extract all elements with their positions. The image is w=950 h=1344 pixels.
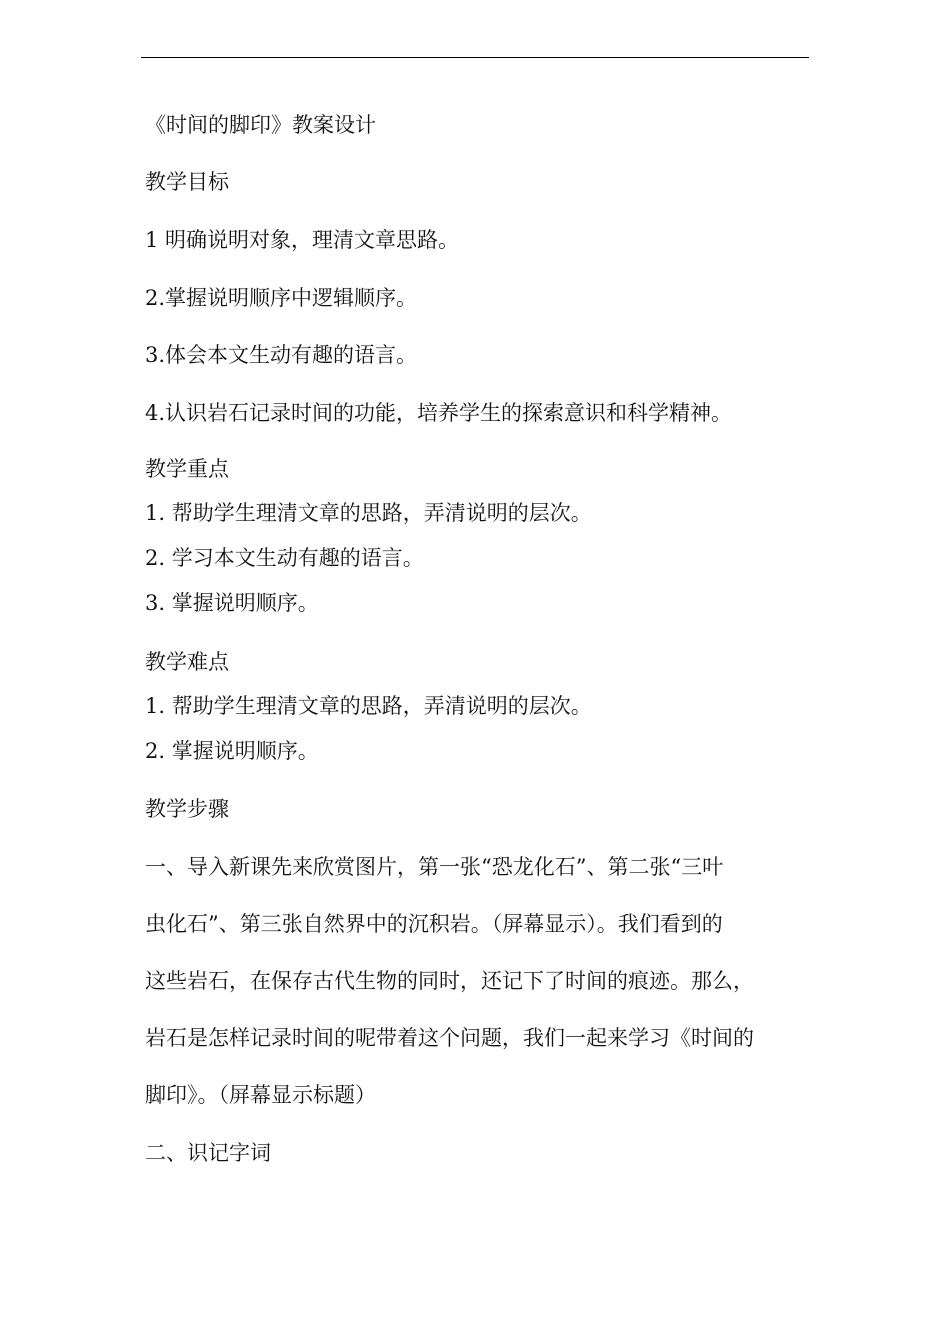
difficulty-item-1: 1. 帮助学生理清文章的思路，弄清说明的层次。 [145,694,592,718]
step1-line-3: 这些岩石，在保存古代生物的同时，还记下了时间的痕迹。那么， [145,969,754,993]
step1-line-4: 岩石是怎样记录时间的呢带着这个问题，我们一起来学习《时间的 [145,1026,754,1050]
objective-item-4: 4.认识岩石记录时间的功能，培养学生的探索意识和科学精神。 [145,401,733,425]
key-points-heading: 教学重点 [145,457,229,481]
objective-item-2: 2.掌握说明顺序中逻辑顺序。 [145,286,418,310]
step2-heading: 二、识记字词 [145,1141,271,1165]
key-point-item-1: 1. 帮助学生理清文章的思路，弄清说明的层次。 [145,501,592,525]
header-rule [141,57,809,58]
step1-line-2: 虫化石”、第三张自然界中的沉积岩。（屏幕显示）。我们看到的 [145,912,723,936]
objectives-heading: 教学目标 [145,170,229,194]
objective-item-1: 1 明确说明对象，理清文章思路。 [145,228,460,252]
key-point-item-2: 2. 学习本文生动有趣的语言。 [145,546,424,570]
step1-line-1: 一、导入新课先来欣赏图片，第一张“恐龙化石”、第二张“三叶 [145,855,724,879]
steps-heading: 教学步骤 [145,797,229,821]
key-point-item-3: 3. 掌握说明顺序。 [145,591,319,615]
step1-line-5: 脚印》。（屏幕显示标题） [145,1083,376,1107]
document-title: 《时间的脚印》教案设计 [145,113,376,137]
difficulties-heading: 教学难点 [145,650,229,674]
objective-item-3: 3.体会本文生动有趣的语言。 [145,343,418,367]
difficulty-item-2: 2. 掌握说明顺序。 [145,739,319,763]
